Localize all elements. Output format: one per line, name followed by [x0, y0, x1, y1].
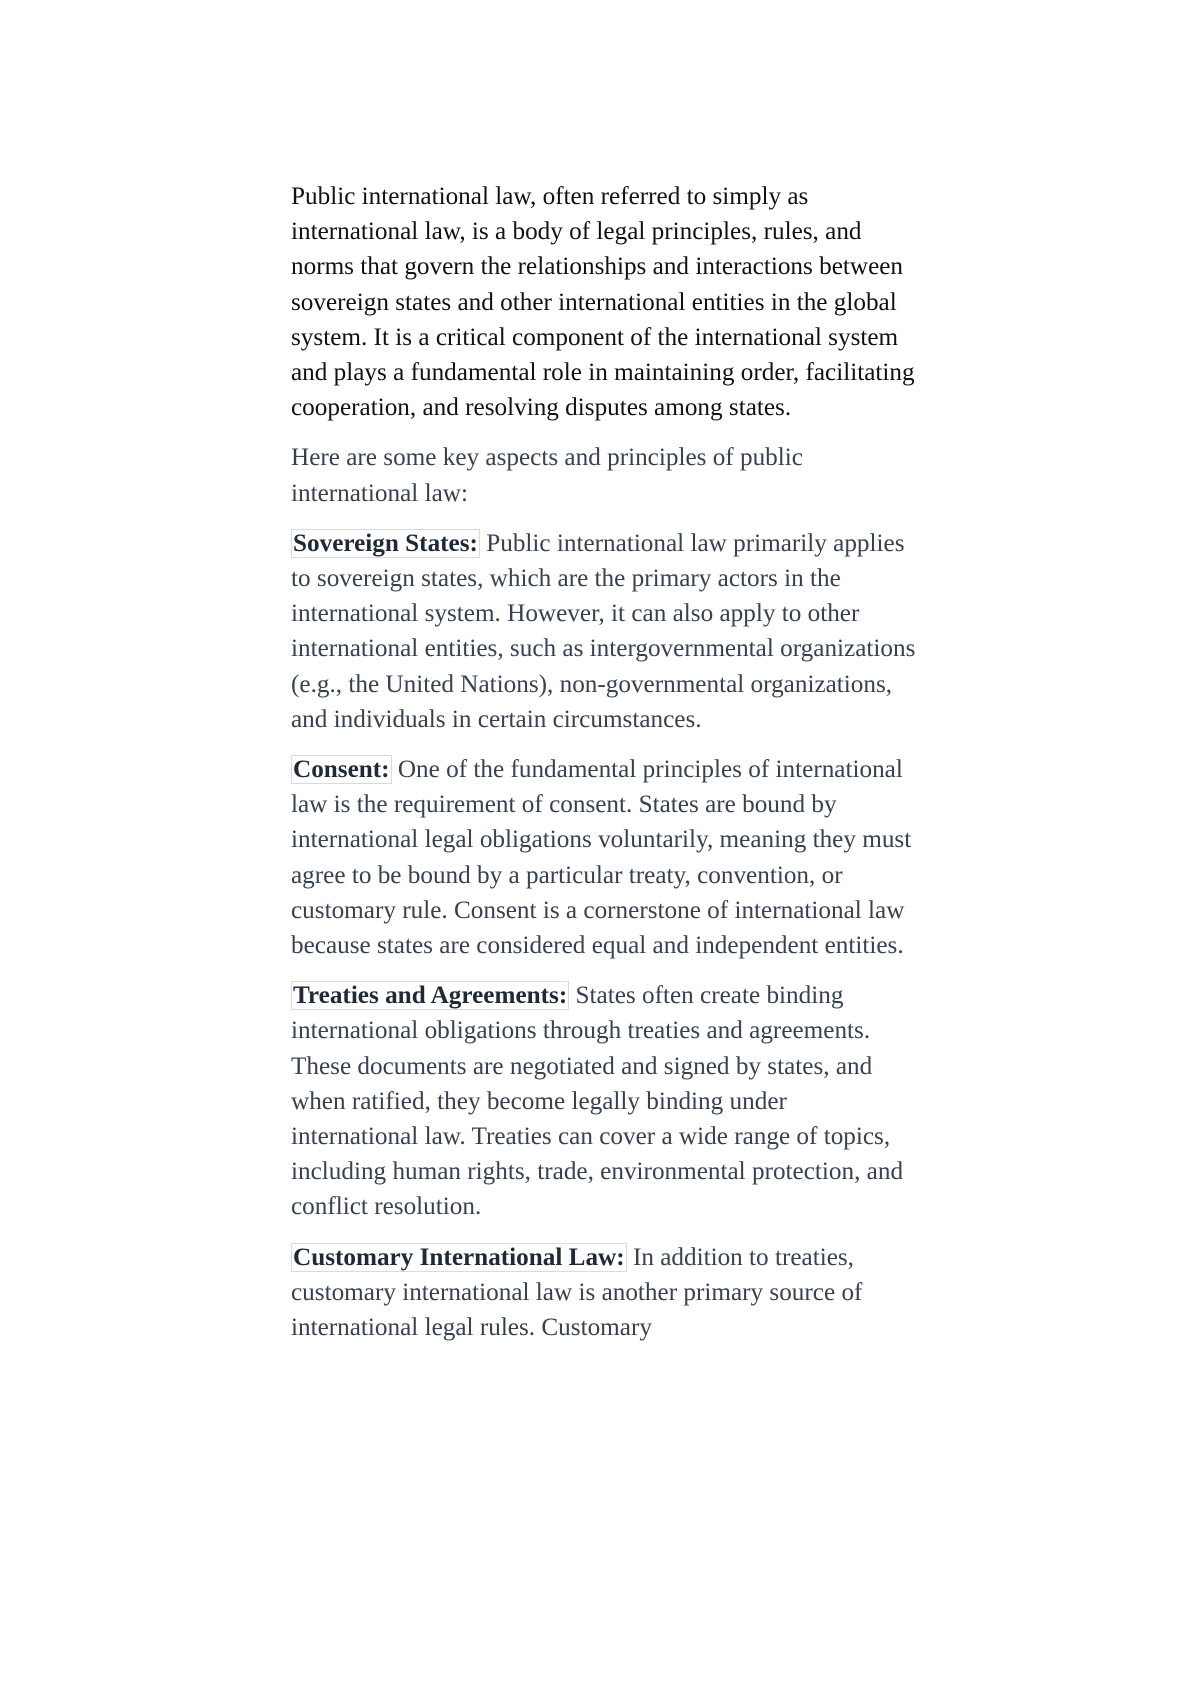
term-label: Consent:: [293, 756, 390, 784]
item-text: One of the fundamental principles of international law is the requirement of consent. States are bound by international legal obligations voluntarily, meaning they must agree to be bound by a particular treaty, convention, or customary rule. Consent is a cornerstone of international law because states are considered equal and independent entities.: [291, 756, 912, 960]
term-label: Sovereign States:: [293, 529, 478, 557]
item-text: States often create binding international obligations through treaties and agreements. These documents are negotiated and signed by states, and when ratified, they become legally binding under international law. Treaties can cover a wide range of topics, including human rights, trade, environmental protection, and conflict resolution.: [291, 982, 904, 1221]
list-item-sovereign-states: [291, 526, 916, 737]
term-label: Treaties and Agreements:: [293, 982, 568, 1010]
item-text: Public international law primarily applies to sovereign states, which are the primary actors in the international system. However, it can also apply to other international entities, such as intergovernmental organizations (e.g., the United Nations), non-governmental organizations, and individuals in certain circumstances.: [291, 529, 916, 733]
list-item-consent: [291, 752, 916, 963]
lead-paragraph: Here are some key aspects and principles of public international law:: [291, 444, 803, 507]
list-item-customary-international-law: [291, 1240, 916, 1346]
document-body: [291, 179, 916, 1360]
term-label: Customary International Law:: [293, 1243, 625, 1271]
item-text: In addition to treaties, customary international law is another primary source of international legal rules. Customary: [291, 1243, 863, 1342]
list-item-treaties-and-agreements: [291, 978, 916, 1224]
intro-paragraph: Public international law, often referred to simply as international law, is a body of legal principles, rules, and norms that govern the relationships and interactions between sovereign states and other international entities in the global system. It is a critical component of the international system and plays a fundamental role in maintaining order, facilitating cooperation, and resolving disputes among states.: [291, 183, 915, 422]
